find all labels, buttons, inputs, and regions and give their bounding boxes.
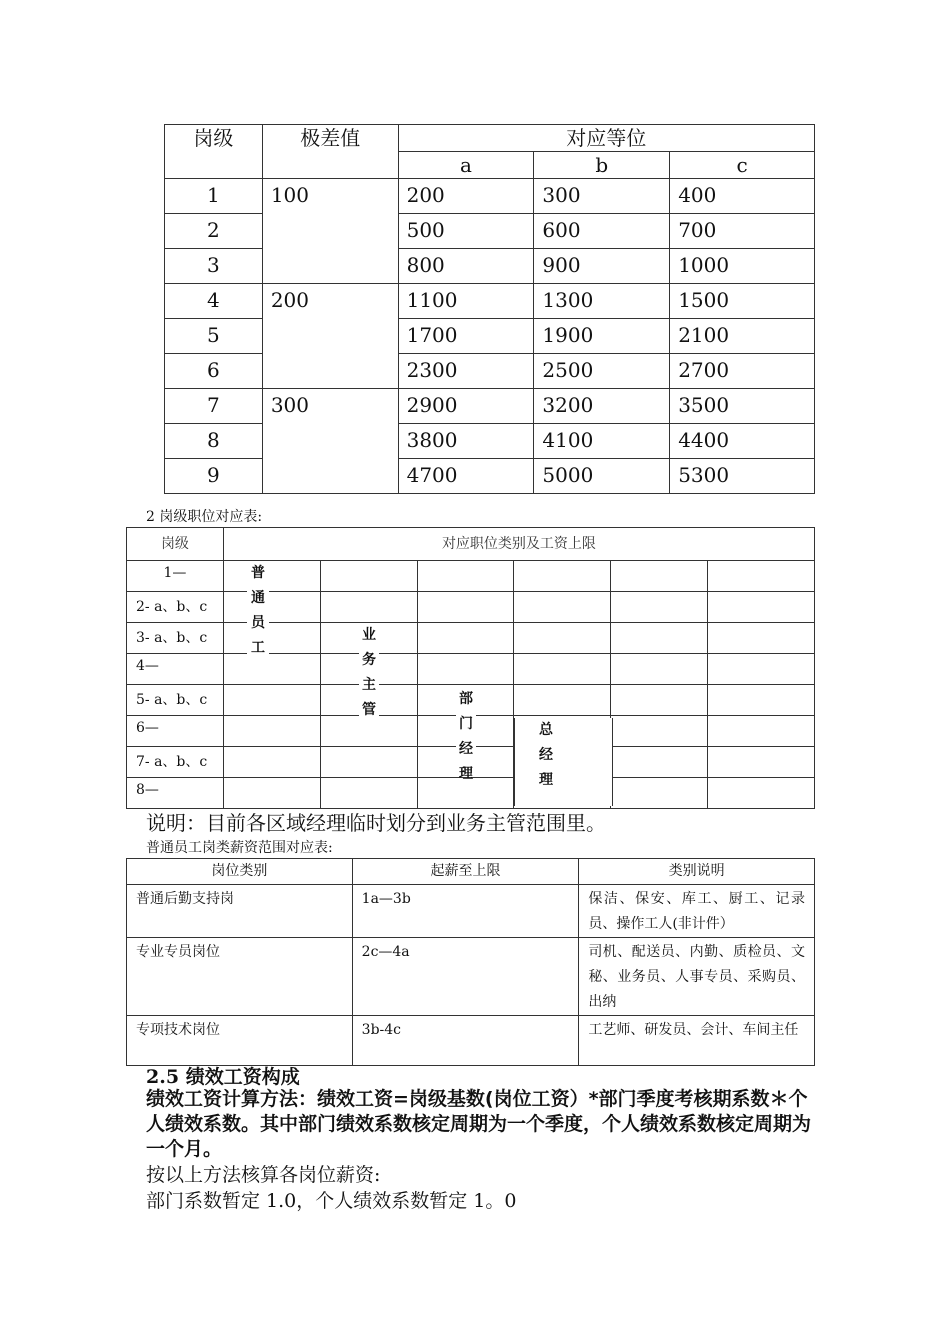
table-row: 8— xyxy=(127,778,815,809)
table-row: 7 300 2900 3200 3500 xyxy=(165,389,815,424)
supervisor-label: 业务主管 xyxy=(359,623,379,719)
table-row: 5- a、b、c xyxy=(127,685,815,716)
section-heading xyxy=(146,1062,300,1089)
header-category: 对应职位类别及工资上限 xyxy=(223,528,814,561)
dept-manager-label: 部门经理 xyxy=(456,687,476,775)
table-row: 4 200 1100 1300 1500 xyxy=(165,284,815,319)
table-row: 4— xyxy=(127,654,815,685)
salary-range-table xyxy=(126,858,815,1066)
table-row: 2- a、b、c xyxy=(127,592,815,623)
coefficient-line: 部门系数暂定 1.0，个人绩效系数暂定 1。0 xyxy=(146,1190,517,1212)
table-row: 3 800 900 1000 xyxy=(165,249,815,284)
header-levels: 对应等位 xyxy=(398,125,814,152)
staff-label: 普通员工 xyxy=(247,561,269,654)
header-a: a xyxy=(398,152,534,179)
header-desc: 类别说明 xyxy=(579,859,815,885)
header-grade: 岗级 xyxy=(165,125,263,179)
table-row: 6 2300 2500 2700 xyxy=(165,354,815,389)
note-text: 说明：目前各区域经理临时划分到业务主管范围里。 xyxy=(146,811,606,835)
table-row: 9 4700 5000 5300 xyxy=(165,459,815,494)
table-row: 6— xyxy=(127,716,815,747)
table-row: 3- a、b、c xyxy=(127,623,815,654)
table-row: 1— xyxy=(127,561,815,592)
range-cell: 200 xyxy=(262,284,398,389)
header-range: 极差值 xyxy=(262,125,398,179)
table-row: 普通后勤支持岗 1a—3b 保洁、保安、库工、厨工、记录员、操作工人(非计件） xyxy=(127,885,815,938)
header-range: 起薪至上限 xyxy=(352,859,579,885)
header-category: 岗位类别 xyxy=(127,859,353,885)
gm-label: 总经理 xyxy=(539,722,553,788)
table-row: 专项技术岗位 3b-4c 工艺师、研发员、会计、车间主任 xyxy=(127,1016,815,1066)
header-c: c xyxy=(670,152,815,179)
header-b: b xyxy=(534,152,670,179)
table-row: 2 500 600 700 xyxy=(165,214,815,249)
header-grade: 岗级 xyxy=(127,528,224,561)
formula-paragraph: 绩效工资计算方法：绩效工资=岗级基数(岗位工资）*部门季度考核期系数＊个人绩效系数。其中部门绩效系数核定周期为一个季度，个人绩效系数核定周期为一个月。 xyxy=(146,1088,812,1160)
grade-range-table xyxy=(164,124,815,494)
table-row: 8 3800 4100 4400 xyxy=(165,424,815,459)
position-table-caption: 2 岗级职位对应表: xyxy=(146,509,263,525)
table-row: 5 1700 1900 2100 xyxy=(165,319,815,354)
section-number: 2.5 xyxy=(146,1066,180,1088)
table-row: 专业专员岗位 2c—4a 司机、配送员、内勤、质检员、文秘、业务员、人事专员、采购员、出纳 xyxy=(127,938,815,1016)
range-cell: 100 xyxy=(262,179,398,284)
table-row: 7- a、b、c xyxy=(127,747,815,778)
table-row: 1 100 200 300 400 xyxy=(165,179,815,214)
section-title: 绩效工资构成 xyxy=(185,1066,300,1088)
range-cell: 300 xyxy=(262,389,398,494)
salary-table-caption: 普通员工岗类薪资范围对应表: xyxy=(146,840,333,856)
calc-line: 按以上方法核算各岗位薪资: xyxy=(146,1164,381,1186)
